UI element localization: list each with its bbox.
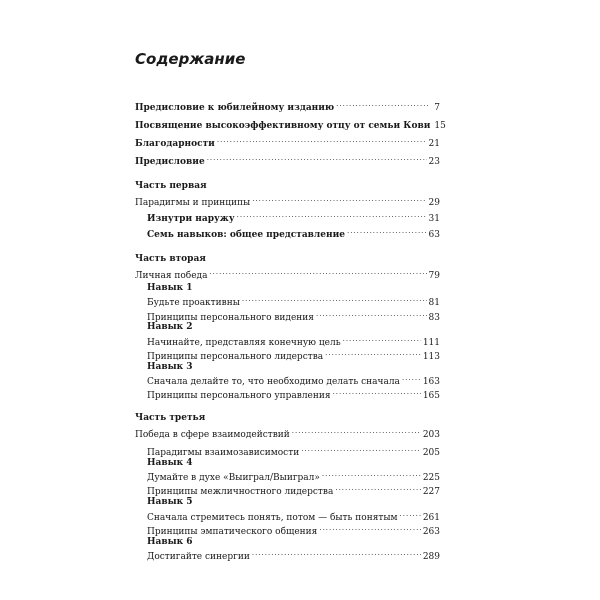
entry-label: Парадигмы и принципы [135, 198, 251, 208]
toc-entry[interactable] [147, 348, 440, 363]
entry-label: Личная победа [135, 271, 208, 281]
entry-page: 29 [428, 198, 440, 208]
entry-label: Победа в сфере взаимодействий [135, 430, 290, 440]
entry-page: 289 [422, 552, 440, 562]
entry-label: Предисловие к юбилейному изданию [135, 103, 335, 113]
entry-page: 23 [428, 157, 440, 167]
toc-entry[interactable] [147, 373, 440, 388]
habit-heading: Навык 1 [147, 283, 193, 293]
toc-entry[interactable] [135, 135, 440, 150]
entry-page: 261 [422, 513, 440, 523]
toc-entry[interactable] [147, 483, 440, 498]
entry-page: 21 [428, 139, 440, 149]
entry-page: 63 [428, 230, 440, 240]
leader-dots [319, 523, 420, 534]
entry-page: 15 [434, 121, 446, 131]
entry-page: 227 [422, 487, 440, 497]
entry-label: Думайте в духе «Выиграл/Выиграл» [147, 473, 320, 483]
entry-label: Семь навыков: общее представление [147, 230, 345, 240]
entry-page: 165 [422, 391, 440, 401]
leader-dots [237, 210, 427, 221]
entry-label: Принципы персонального видения [147, 313, 314, 323]
toc-entry[interactable] [147, 523, 440, 538]
entry-label: Принципы персонального управления [147, 391, 331, 401]
leader-dots [402, 373, 421, 384]
toc-entry[interactable] [147, 444, 440, 459]
entry-label: Сначала делайте то, что необходимо делать сначала [147, 377, 400, 387]
entry-label: Будьте проактивны [147, 298, 240, 308]
entry-page: 205 [422, 448, 440, 458]
toc-entry[interactable] [147, 226, 440, 241]
entry-label: Сначала стремитесь понять, потом — быть понятым [147, 513, 398, 523]
leader-dots [333, 387, 421, 398]
habit-heading: Навык 2 [147, 322, 193, 332]
entry-page: 79 [428, 271, 440, 281]
entry-page: 113 [422, 352, 440, 362]
entry-page: 83 [428, 313, 440, 323]
habit-heading: Навык 4 [147, 458, 193, 468]
toc-entry[interactable] [147, 210, 440, 225]
toc-entry[interactable] [147, 469, 440, 484]
leader-dots [322, 469, 421, 480]
entry-label: Благодарности [135, 139, 215, 149]
leader-dots [400, 509, 421, 520]
part-heading: Часть первая [135, 181, 207, 191]
entry-label: Принципы персонального лидерства [147, 352, 324, 362]
toc-entry[interactable] [135, 267, 440, 282]
entry-label: Достигайте синергии [147, 552, 250, 562]
leader-dots [209, 267, 426, 278]
entry-page: 225 [422, 473, 440, 483]
toc-entry[interactable] [135, 117, 446, 132]
leader-dots [252, 194, 426, 205]
habit-heading: Навык 6 [147, 537, 193, 547]
entry-page: 31 [428, 214, 440, 224]
toc-title: Содержание [135, 50, 246, 68]
entry-page: 81 [428, 298, 440, 308]
entry-label: Принципы эмпатического общения [147, 527, 318, 537]
part-heading: Часть третья [135, 413, 206, 423]
entry-page: 203 [422, 430, 440, 440]
entry-label: Парадигмы взаимозависимости [147, 448, 300, 458]
toc-entry[interactable] [135, 99, 440, 114]
entry-label: Посвящение высокоэффективному отцу от семьи Кови [135, 121, 431, 131]
habit-heading: Навык 3 [147, 362, 193, 372]
leader-dots [316, 309, 427, 320]
toc-entry[interactable] [147, 334, 440, 349]
entry-label: Начинайте, представляя конечную цель [147, 338, 341, 348]
toc-entry[interactable] [135, 194, 440, 209]
entry-page: 263 [422, 527, 440, 537]
habit-heading: Навык 5 [147, 497, 193, 507]
leader-dots [347, 226, 427, 237]
leader-dots [343, 334, 421, 345]
toc-entry[interactable] [135, 153, 440, 168]
toc-entry[interactable] [147, 294, 440, 309]
leader-dots [336, 99, 430, 110]
leader-dots [325, 348, 421, 359]
toc-entry[interactable] [147, 548, 440, 563]
part-heading: Часть вторая [135, 254, 206, 264]
leader-dots [301, 444, 421, 455]
leader-dots [252, 548, 421, 559]
leader-dots [207, 153, 427, 164]
entry-page: 163 [422, 377, 440, 387]
toc-entry[interactable] [147, 387, 440, 402]
leader-dots [335, 483, 420, 494]
toc-entry[interactable] [147, 509, 440, 524]
entry-label: Принципы межличностного лидерства [147, 487, 334, 497]
leader-dots [292, 426, 421, 437]
leader-dots [242, 294, 427, 305]
entry-page: 111 [422, 338, 440, 348]
leader-dots [217, 135, 427, 146]
entry-page: 7 [434, 103, 440, 113]
entry-label: Изнутри наружу [147, 214, 235, 224]
entry-label: Предисловие [135, 157, 205, 167]
toc-entry[interactable] [135, 426, 440, 441]
